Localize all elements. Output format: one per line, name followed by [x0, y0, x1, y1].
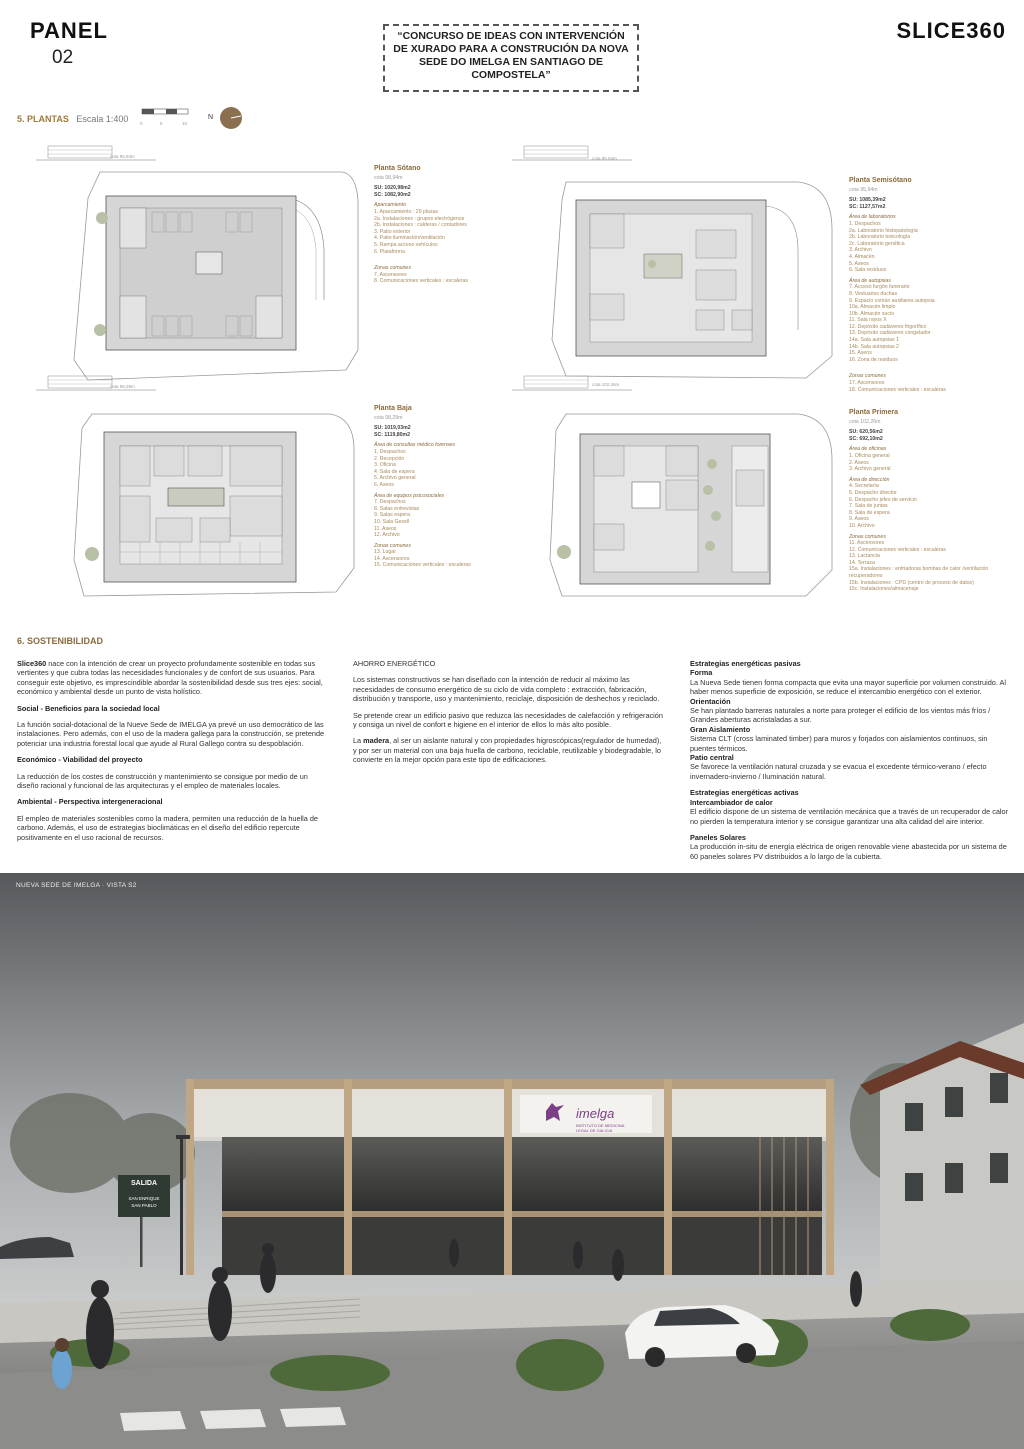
plan-primera: [536, 400, 836, 600]
legend-primera-su: SU: 620,56m2: [849, 429, 883, 436]
legend-semisotano-item: 18. Comunicaciones verticales : escaleras: [849, 386, 946, 393]
plan-sotano: [60, 160, 360, 382]
legend-baja-group-2: Zonas comunes: [374, 542, 411, 549]
solar-text: La producción in-situ de energía eléctrica de origen renovable viene abastecida por un sistema de 60 paneles solares PV distribuidos a lo largo de la cubierta.: [690, 842, 1007, 861]
legend-sotano-item: 3. Patio exterior: [374, 228, 411, 235]
legend-baja-item: 6. Aseos: [374, 481, 394, 488]
render-view: [0, 873, 1024, 1449]
legend-primera-item: 11. Ascensores: [849, 540, 885, 547]
heat-exchanger-text: El edificio dispone de un sistema de ventilación mecánica que a través de un recuperador de calor no pierden la temperatura interior y se consigue garantizar una alta calidad del aire interior.: [690, 807, 1009, 826]
section-strip-2: [512, 142, 632, 166]
economic-text: La reducción de los costes de construcción y mantenimiento se consigue por medio de un diseño racional y funcional de las arquitecturas y el empleo de materiales locales.: [17, 771, 308, 791]
render-illustration: [0, 873, 1024, 1449]
legend-sotano-item: 8. Comunicaciones verticales : escaleras: [374, 278, 468, 285]
scale-tick-10: 10: [182, 121, 188, 126]
energy-p3-pre: La: [353, 736, 364, 746]
legend-primera-title: Planta Primera: [849, 409, 899, 416]
legend-semisotano-item: 14b. Sala autopsias 2: [849, 343, 899, 350]
energy-p3-post: , al ser un aislante natural y con propiedades higroscópicas(regulador de humedad), y por ser un material con una baja huella de carbono, reciclable, reutilizable y biodegradable, lo convierte en la mejor opción para este tipo de edificaciones.: [353, 736, 662, 765]
legend-primera-group-1: Área de dirección: [849, 476, 890, 483]
contest-title: “CONCURSO DE IDEAS CON INTERVENCIÓN DE XURADO PARA A CONSTRUCIÓN DA NOVA SEDE DO IMELGA EN SANTIAGO DE COMPOSTELA”: [383, 24, 639, 92]
legend-primera-item: 8. Sala de espera: [849, 509, 890, 516]
legend-sotano-group-1: Zonas comunes: [374, 265, 411, 272]
exit-sign-title: SALIDA: [130, 1180, 158, 1187]
legend-sotano: [374, 166, 514, 285]
legend-semisotano: [849, 178, 1019, 393]
scale-tick-5: 5: [160, 121, 163, 126]
legend-primera-item: 1. Oficina general: [849, 452, 890, 459]
exit-sign-line-1: SAN ENRIQUE: [128, 1196, 160, 1201]
legend-semisotano-item: 1. Despachos: [849, 220, 881, 227]
legend-primera-group-2: Zonas comunes: [849, 533, 886, 540]
legend-sotano-title: Planta Sótano: [374, 165, 421, 172]
logo-subtitle-1: INSTITUTO DE MEDICINA: [576, 1123, 625, 1128]
legend-semisotano-item: 16. Zona de residuos: [849, 356, 898, 363]
passive-title: Estrategias energéticas pasivas: [690, 659, 801, 668]
legend-semisotano-group-2: Zonas comunes: [849, 373, 886, 380]
legend-sotano-item: 7. Ascensores: [374, 271, 407, 278]
environmental-text: El empleo de materiales sostenibles como la madera, permiten una reducción de la huella de carbono. Además, el uso de estrategias bioclimáticas en el diseño del edificio repercute positivamente en el uso racional de recursos.: [17, 813, 318, 842]
legend-baja-item: 11. Aseos: [374, 525, 397, 532]
legend-semisotano-item: 3. Archivo: [849, 247, 872, 254]
legend-primera-item: 3. Archivo general: [849, 466, 891, 473]
legend-sotano-level: cota 98,94m: [374, 174, 403, 181]
legend-semisotano-title: Planta Semisótano: [849, 177, 912, 184]
section-label-2: cota 95,94m: [592, 156, 617, 161]
north-label: N: [208, 114, 214, 121]
energy-p3-bold: madera: [363, 736, 390, 746]
legend-sotano-sc: SC: 1082,90m2: [374, 191, 411, 198]
legend-semisotano-group-0: Área de laboratorios: [849, 214, 896, 221]
legend-primera-item: 2. Aseos: [849, 459, 869, 466]
plan-semisotano: [536, 170, 836, 382]
legend-semisotano-item: 11. Sala rayos X: [849, 317, 887, 324]
legend-baja-item: 9. Salas espera: [374, 512, 411, 519]
legend-baja-item: 4. Sala de espera: [374, 468, 415, 475]
legend-baja-group-0: Área de consultas médico forenses: [374, 442, 456, 449]
legend-baja-item: 3. Oficina: [374, 462, 396, 469]
legend-primera-item: 14. Terraza: [849, 559, 875, 566]
intro-text: nace con la intención de crear un proyecto profundamente sostenible en todas sus vertientes y que cubra todas las necesidades funcionales y de confort de sus usuarios. Para conseguir este objetivo, es imprescindible abordar la sostenibilidad desde sus tres ejes: social, económico y ambiental desde un punto de vista holístico.: [17, 659, 323, 697]
legend-primera-level: cota 102,26m: [849, 418, 881, 425]
legend-semisotano-item: 2c. Laboratorio genética: [849, 240, 905, 247]
legend-baja-item: 10. Sala Gesell: [374, 518, 410, 525]
social-title: Social - Beneficios para la sociedad local: [17, 703, 160, 713]
legend-sotano-item: 1. Aparcamiento : 29 plazas: [374, 208, 439, 215]
insulation-title: Gran Aislamiento: [690, 724, 751, 734]
legend-primera-item: 15b. Instalaciones : CPD (centro de proceso de datos): [849, 579, 974, 586]
legend-primera-item: 7. Sala de juntas: [849, 503, 888, 510]
sustainability-title: 6. SOSTENIBILIDAD: [17, 636, 104, 646]
legend-semisotano-su: SU: 1085,39m2: [849, 197, 886, 204]
legend-sotano-item: 2a. Instalaciones : grupos electrógenos: [374, 215, 465, 222]
legend-baja-item: 15. Comunicaciones verticales : escaleras: [374, 562, 471, 569]
panel-number: 02: [52, 47, 74, 68]
legend-baja-group-1: Área de equipos psicosociales: [374, 492, 445, 499]
active-title: Estrategias energéticas activas: [690, 788, 799, 798]
legend-semisotano-item: 7. Acceso furgón funerario: [849, 284, 910, 291]
legend-semisotano-item: 14a. Sala autopsias 1: [849, 337, 899, 344]
sustainability-column-3: [690, 659, 1008, 861]
legend-primera-item: 13. Lactancia: [849, 553, 880, 560]
legend-sotano-group-0: Aparcamiento: [374, 202, 407, 209]
legend-semisotano-item: 13. Depósito cadáveres congelador: [849, 330, 931, 337]
exit-sign-line-2: SAN PABLO: [131, 1203, 157, 1208]
legend-sotano-item: 6. Plataforma: [374, 248, 405, 255]
legend-semisotano-item: 4. Almacén: [849, 253, 875, 260]
legend-primera-item: 15a. Instalaciones : enfriadoras bombas de calor /ventilación recuperadores: [849, 566, 989, 580]
solar-title: Paneles Solares: [690, 832, 746, 842]
legend-baja-item: 2. Recepción: [374, 455, 405, 462]
patio-title: Patio central: [690, 753, 734, 763]
forma-title: Forma: [690, 668, 713, 678]
environmental-title: Ambiental - Perspectiva intergeneracional: [17, 797, 163, 807]
sustainability-column-1: [17, 659, 329, 849]
legend-primera-item: 4. Secretaría: [849, 483, 879, 490]
legend-baja-su: SU: 1019,03m2: [374, 425, 411, 432]
legend-semisotano-item: 15. Aseos: [849, 350, 872, 357]
legend-semisotano-item: 2b. Laboratorio toxicología: [849, 234, 911, 241]
legend-sotano-item: 5. Rampa acceso vehículos: [374, 241, 438, 248]
legend-semisotano-group-1: Área de autopsias: [849, 277, 891, 284]
plans-scale: Escala 1:400: [76, 114, 129, 124]
legend-baja-item: 7. Despachos: [374, 499, 406, 506]
energy-paragraph-1: Los sistemas constructivos se han diseñado con la intención de reducir al máximo las necesidades de consumo energético de su ciclo de vida completo : extracción, fabricación, distribución y transporte, uso y mantenimiento, reciclaje, disposición de deshechos y reciclado.: [353, 675, 660, 704]
section-label-4: cota 102,26m: [592, 382, 620, 387]
legend-primera-item: 6. Despacho jefes de servicio: [849, 496, 917, 503]
legend-baja-item: 5. Archivo general: [374, 475, 416, 482]
legend-primera-item: 15c. Instalaciones/almacenaje: [849, 586, 919, 593]
legend-semisotano-item: 8. Vestuarios duchas: [849, 290, 898, 297]
legend-baja-item: 8. Salas entrevistas: [374, 505, 420, 512]
legend-semisotano-item: 6. Sala residuos: [849, 267, 887, 274]
forma-text: La Nueva Sede tienen forma compacta que evita una mayor superficie por volumen construido. Al haber menos superficie de exposición, se reduce el intercambio energético con el exterior.: [690, 677, 1006, 697]
legend-primera-item: 10. Archivo: [849, 522, 875, 529]
legend-semisotano-item: 2a. Laboratorio histopatología: [849, 227, 918, 234]
legend-baja-item: 13. Lugar: [374, 549, 396, 556]
legend-primera-sc: SC: 692,10m2: [849, 435, 883, 442]
logo-subtitle-2: LEGAL DE GALICIA: [576, 1128, 613, 1133]
logo-text: imelga: [576, 1106, 615, 1121]
orientation-text: Se han plantado barreras naturales a norte para proteger el edificio de los vientos más fríos / Grandes aberturas acristaladas a sur.: [690, 706, 991, 725]
sustainability-column-2: [353, 659, 665, 772]
energy-title: AHORRO ENERGÉTICO: [353, 659, 436, 668]
legend-baja-title: Planta Baja: [374, 405, 412, 412]
legend-baja-item: 14. Ascensores: [374, 555, 410, 562]
patio-text: Se favorece la ventilación natural cruzada y se evacua el excedente térmico-verano / efecto invernadero-invierno / Iluminación natural.: [690, 762, 987, 781]
legend-semisotano-item: 12. Depósito cadáveres frigorífico: [849, 323, 927, 330]
legend-baja-level: cota 98,29m: [374, 414, 403, 421]
legend-semisotano-item: 5. Aseos: [849, 260, 869, 267]
legend-semisotano-item: 10b. Almacén sucio: [849, 310, 894, 317]
intro-bold: Slice360: [17, 659, 47, 668]
legend-semisotano-level: cota 95,94m: [849, 186, 878, 193]
legend-semisotano-item: 17. Ascensores: [849, 380, 885, 387]
legend-primera-group-0: Área de oficinas: [849, 446, 887, 453]
legend-semisotano-item: 9. Espacio común auxiliares autopsia: [849, 297, 935, 304]
north-arrow-icon: [208, 107, 248, 131]
social-text: La función social-dotacional de la Nueve Sede de IMELGA ya prevé un uso democrático de las instalaciones. Pero además, con el uso de la madera gallega para la construcción, se pretende potenciar una industria forestal local que ayude al Rural Gallego contra su despoblación.: [17, 720, 325, 748]
heat-exchanger-title: Intercambiador de calor: [690, 797, 773, 807]
legend-primera-item: 5. Despacho director: [849, 489, 897, 496]
render-caption: NUEVA SEDE DE IMELGA · VISTA S2: [16, 882, 137, 889]
plans-title: 5. PLANTAS: [17, 114, 69, 124]
legend-semisotano-item: 10a. Almacén limpio: [849, 304, 896, 311]
legend-baja-sc: SC: 1119,80m2: [374, 431, 411, 438]
legend-sotano-su: SU: 1020,98m2: [374, 185, 411, 192]
plans-section-title: [17, 114, 128, 124]
scale-tick-0: 0: [140, 121, 143, 126]
panel-title: PANEL: [30, 18, 108, 43]
legend-primera: [849, 410, 1019, 593]
legend-sotano-item: 4. Patio iluminación/ventilación: [374, 235, 445, 242]
legend-baja-item: 1. Despachos: [374, 448, 406, 455]
orientation-title: Orientación: [690, 696, 731, 706]
legend-primera-item: 12. Comunicaciones verticales : escaleras: [849, 546, 946, 553]
brand-title: SLICE360: [896, 18, 1006, 43]
section-label-1: cota 95,94m: [110, 154, 135, 159]
legend-baja-item: 12. Archivo: [374, 532, 400, 539]
energy-paragraph-2: Se pretende crear un edificio pasivo que reduzca las necesidades de calefacción y refrigeración y consiga un nivel de confort e higiene en el interior de ellos lo más alto posible.: [353, 710, 663, 730]
legend-primera-item: 9. Aseos: [849, 516, 869, 523]
insulation-text: Sistema CLT (cross laminated timber) para muros y forjados con aislamientos continuos, sin puentes térmicos.: [690, 734, 988, 753]
legend-semisotano-sc: SC: 1127,57m2: [849, 203, 886, 210]
legend-sotano-item: 2b. Instalaciones : calderas / contadores: [374, 222, 467, 229]
section-label-3: cota 98,29m: [110, 384, 135, 389]
economic-title: Económico - Viabilidad del proyecto: [17, 755, 143, 765]
legend-baja: [374, 406, 514, 569]
plan-baja: [60, 400, 360, 600]
